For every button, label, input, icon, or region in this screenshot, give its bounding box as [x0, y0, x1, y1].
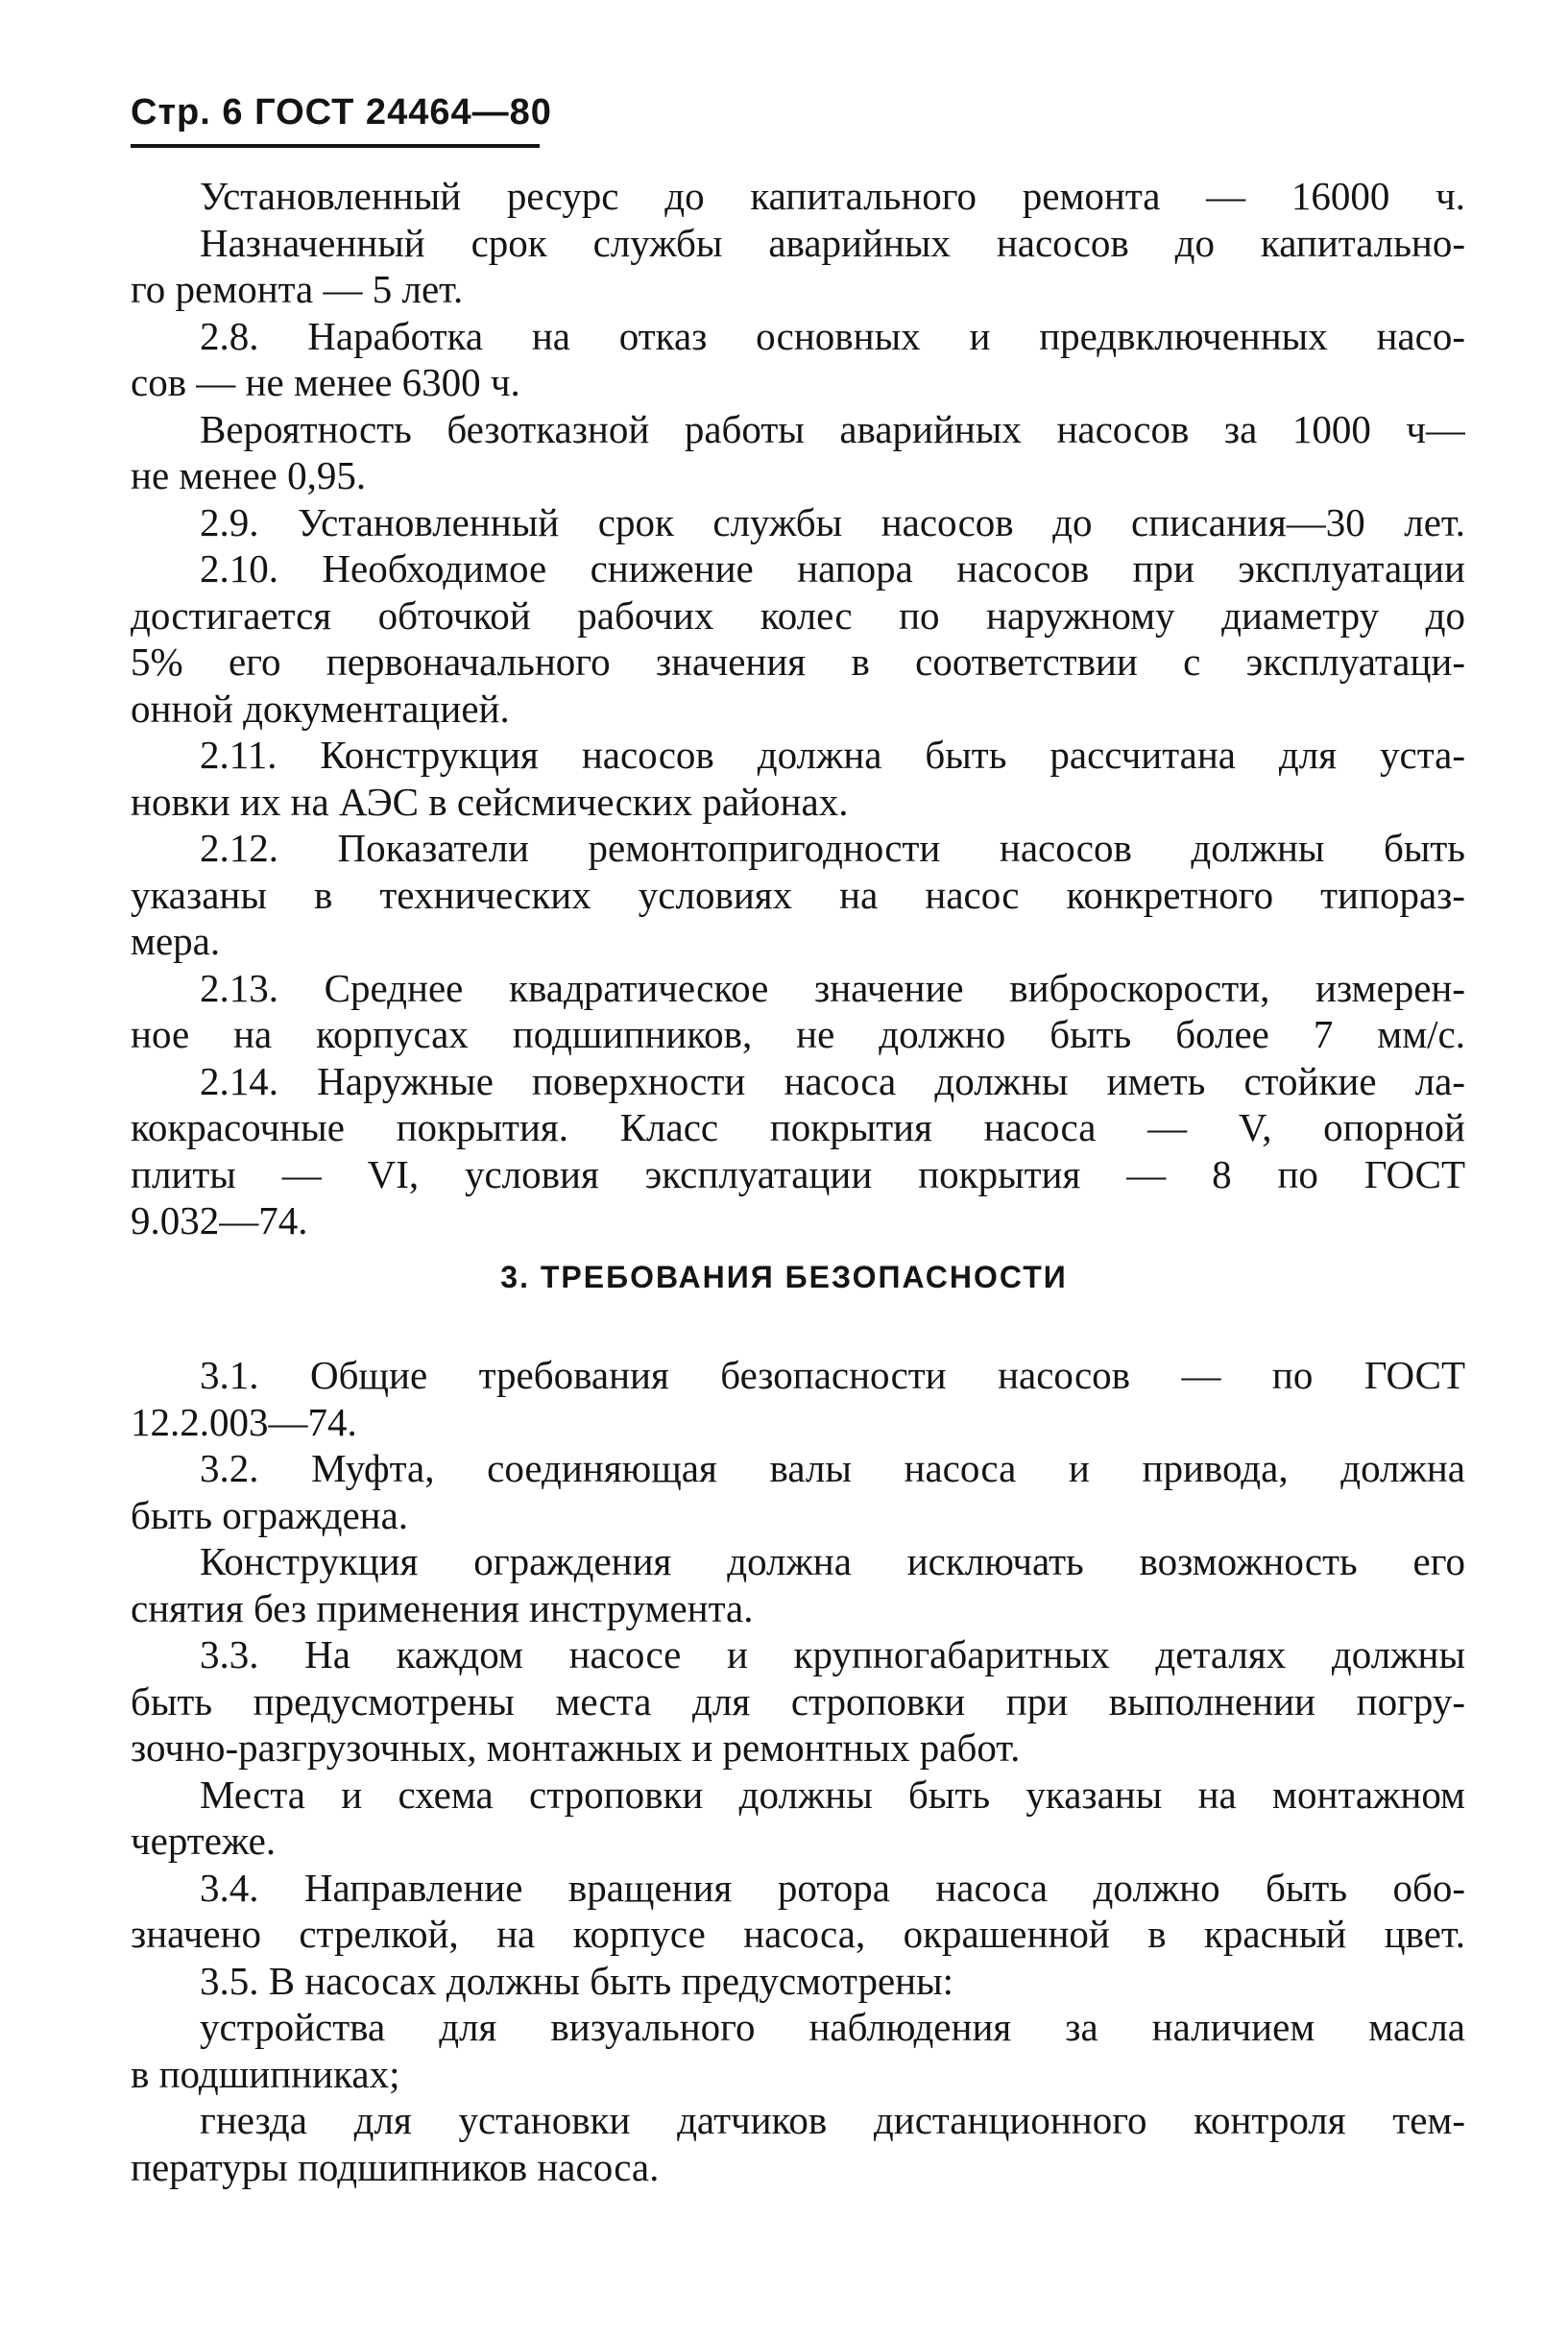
paragraphs-section-3	[131, 1352, 1465, 2190]
text-line: ное на корпусах подшипников, не должно быть более 7 мм/с.	[131, 1012, 1465, 1056]
text-line: 2.14. Наружные поверхности насоса должны иметь стойкие ла-	[200, 1058, 1465, 1103]
text-line: в подшипниках;	[131, 2051, 400, 2096]
text-line: снятия без применения инструмента.	[131, 1585, 754, 1630]
text-line: 2.8. Наработка на отказ основных и предвключенных насо-	[200, 313, 1465, 358]
text-line: кокрасочные покрытия. Класс покрытия насоса — V, опорной	[131, 1105, 1465, 1149]
text-line: значено стрелкой, на корпусе насоса, окрашенной в красный цвет.	[131, 1912, 1465, 1956]
text-line: 2.11. Конструкция насосов должна быть рассчитана для уста-	[200, 733, 1465, 777]
section-heading: 3. ТРЕБОВАНИЯ БЕЗОПАСНОСТИ	[500, 1260, 1068, 1294]
text-line: Установленный ресурс до капитального ремонта — 16000 ч.	[200, 174, 1465, 218]
text-line: 5% его первоначального значения в соответствии с эксплуатаци-	[131, 639, 1465, 684]
text-line: Назначенный срок службы аварийных насосов до капитально-	[200, 220, 1465, 265]
text-line: устройства для визуального наблюдения за наличием масла	[200, 2005, 1465, 2049]
running-header: Стр. 6 ГОСТ 24464—80	[131, 92, 552, 133]
text-line: Вероятность безотказной работы аварийных насосов за 1000 ч—	[200, 406, 1465, 451]
text-line: 2.13. Среднее квадратическое значение виброскорости, измерен-	[200, 965, 1465, 1010]
text-line: 3.5. В насосах должны быть предусмотрены:	[200, 1958, 954, 2003]
text-line: гнезда для установки датчиков дистанционного контроля тем-	[200, 2098, 1465, 2142]
text-line: чертеже.	[131, 1819, 277, 1863]
text-line: зочно-разгрузочных, монтажных и ремонтных работ.	[131, 1725, 1021, 1770]
text-line: сов — не менее 6300 ч.	[131, 360, 520, 404]
paragraphs-section-2	[131, 173, 1465, 1244]
text-line: 2.10. Необходимое снижение напора насосов при эксплуатации	[200, 546, 1465, 591]
text-line: мера.	[131, 919, 221, 963]
text-line: плиты — VI, условия эксплуатации покрытия — 8 по ГОСТ	[131, 1151, 1465, 1196]
text-line: онной документацией.	[131, 686, 510, 731]
text-line: 2.12. Показатели ремонтопригодности насосов должны быть	[200, 826, 1465, 870]
text-line: достигается обточкой рабочих колес по наружному диаметру до	[131, 592, 1465, 638]
text-line: 3.4. Направление вращения ротора насоса должно быть обо-	[200, 1865, 1465, 1910]
text-line: Места и схема строповки должны быть указаны на монтажном	[200, 1772, 1465, 1817]
text-line: го ремонта — 5 лет.	[131, 267, 464, 311]
text-line: 12.2.003—74.	[131, 1399, 357, 1444]
text-line: 2.9. Установленный срок службы насосов до списания—30 лет.	[200, 499, 1465, 544]
text-line: указаны в технических условиях на насос конкретного типораз-	[131, 872, 1465, 917]
text-line: пературы подшипников насоса.	[131, 2144, 660, 2189]
text-line: 3.2. Муфта, соединяющая валы насоса и привода, должна	[200, 1446, 1465, 1490]
text-line: Конструкция ограждения должна исключать возможность его	[200, 1539, 1465, 1583]
text-line: 9.032—74.	[131, 1198, 308, 1242]
text-line: не менее 0,95.	[131, 453, 367, 497]
text-line: 3.3. На каждом насосе и крупногабаритных деталях должны	[200, 1632, 1465, 1676]
header-rule	[131, 144, 540, 148]
text-line: 3.1. Общие требования безопасности насосов — по ГОСТ	[200, 1353, 1465, 1397]
text-line: быть предусмотрены места для строповки при выполнении погру-	[131, 1678, 1465, 1724]
text-line: быть ограждена.	[131, 1492, 409, 1537]
text-line: новки их на АЭС в сейсмических районах.	[131, 779, 849, 824]
